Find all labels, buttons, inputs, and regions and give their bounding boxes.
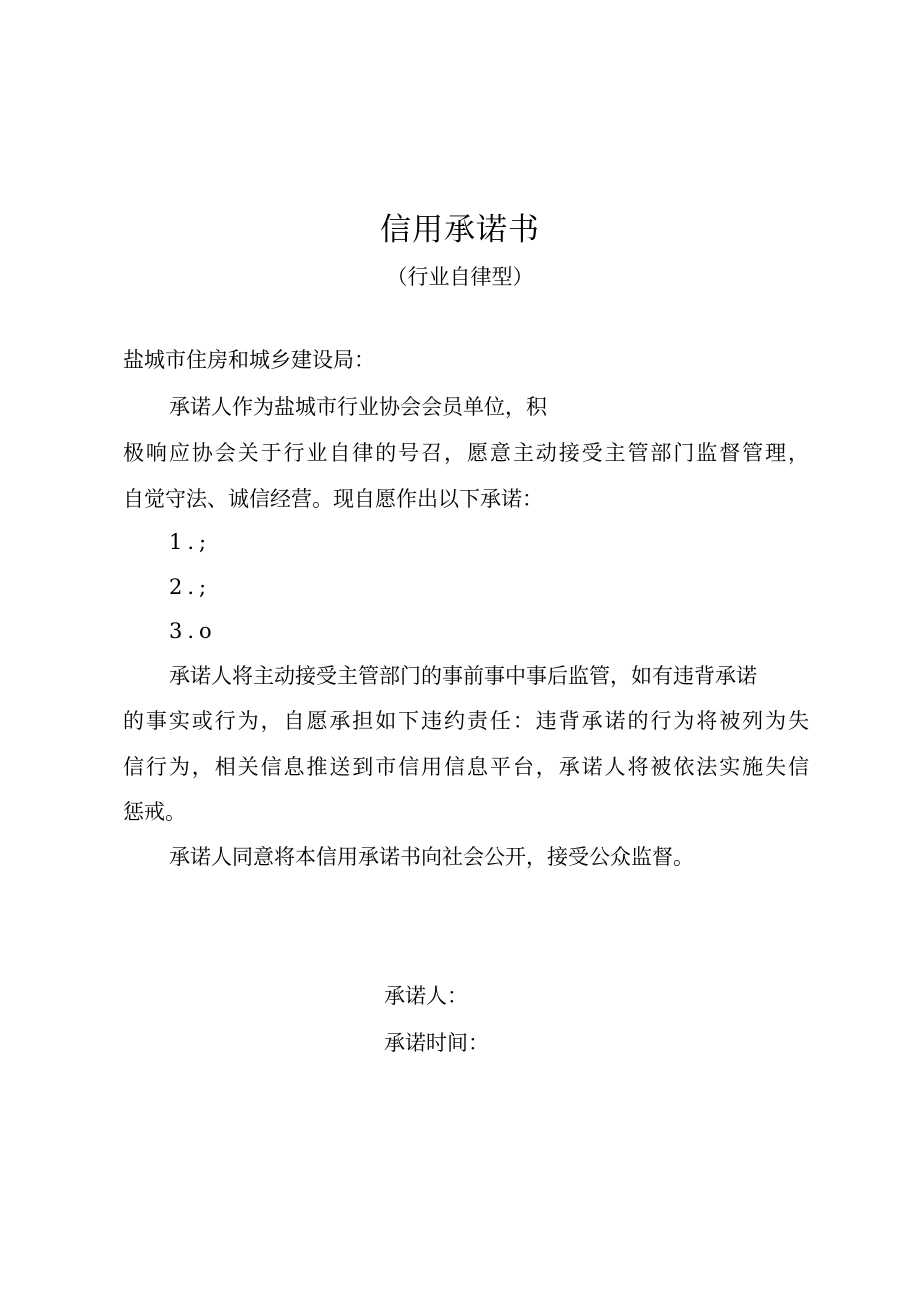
- paragraph1-line2: 极响应协会关于行业自律的号召，愿意主动接受主管部门监督管理，: [123, 441, 809, 465]
- paragraph2-line3: 信行为，相关信息推送到市信用信息平台，承诺人将被依法实施失信: [123, 755, 809, 779]
- paragraph1-line3: 自觉守法、诚信经营。现自愿作出以下承诺：: [123, 487, 543, 511]
- list-item: 1.;: [169, 530, 212, 554]
- paragraph2-line2: 的事实或行为，自愿承担如下违约责任：违背承诺的行为将被列为失: [123, 709, 809, 733]
- paragraph3: 承诺人同意将本信用承诺书向社会公开，接受公众监督。: [169, 845, 694, 869]
- document-subtitle: （行业自律型）: [386, 265, 534, 289]
- list-item: 2.;: [169, 575, 212, 599]
- salutation: 盐城市住房和城乡建设局：: [123, 348, 375, 372]
- document-title: 信用承诺书: [380, 212, 540, 248]
- paragraph2-line1: 承诺人将主动接受主管部门的事前事中事后监管，如有违背承诺: [169, 664, 757, 688]
- paragraph1-line1: 承诺人作为盐城市行业协会会员单位，积: [169, 395, 547, 419]
- paragraph2-line4: 惩戒。: [123, 800, 186, 824]
- promise-date-label: 承诺时间：: [384, 1031, 489, 1055]
- promiser-label: 承诺人：: [384, 984, 468, 1008]
- list-item: 3.o: [169, 619, 217, 643]
